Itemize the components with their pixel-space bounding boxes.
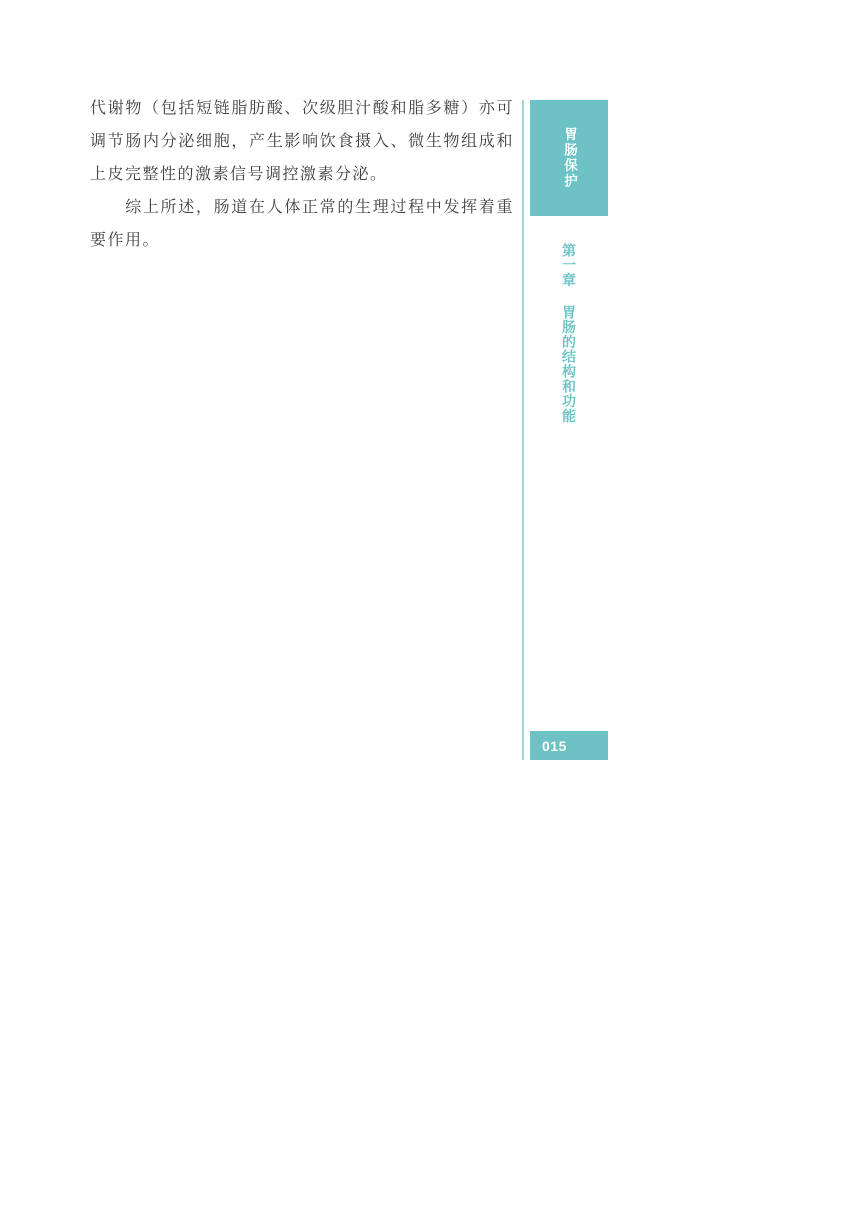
book-title: 胃肠保护 [562,127,577,189]
chapter-heading [530,243,608,663]
page-number-badge [530,731,608,760]
paragraph-continued: 代谢物（包括短链脂肪酸、次级胆汁酸和脂多糖）亦可调节肠内分泌细胞，产生影响饮食摄入、微生物组成和上皮完整性的激素信号调控激素分泌。 [90,100,514,183]
chapter-title: 胃肠的结构和功能 [561,305,577,424]
page-number: 015 [542,737,567,754]
paragraph-summary: 综上所述，肠道在人体正常的生理过程中发挥着重要作用。 [90,199,514,249]
chapter-heading-column [559,243,579,663]
book-title-box [530,100,608,216]
body-text-block [90,92,514,257]
chapter-number: 第一章 [561,243,577,288]
sidebar-vertical-rule [522,100,524,760]
